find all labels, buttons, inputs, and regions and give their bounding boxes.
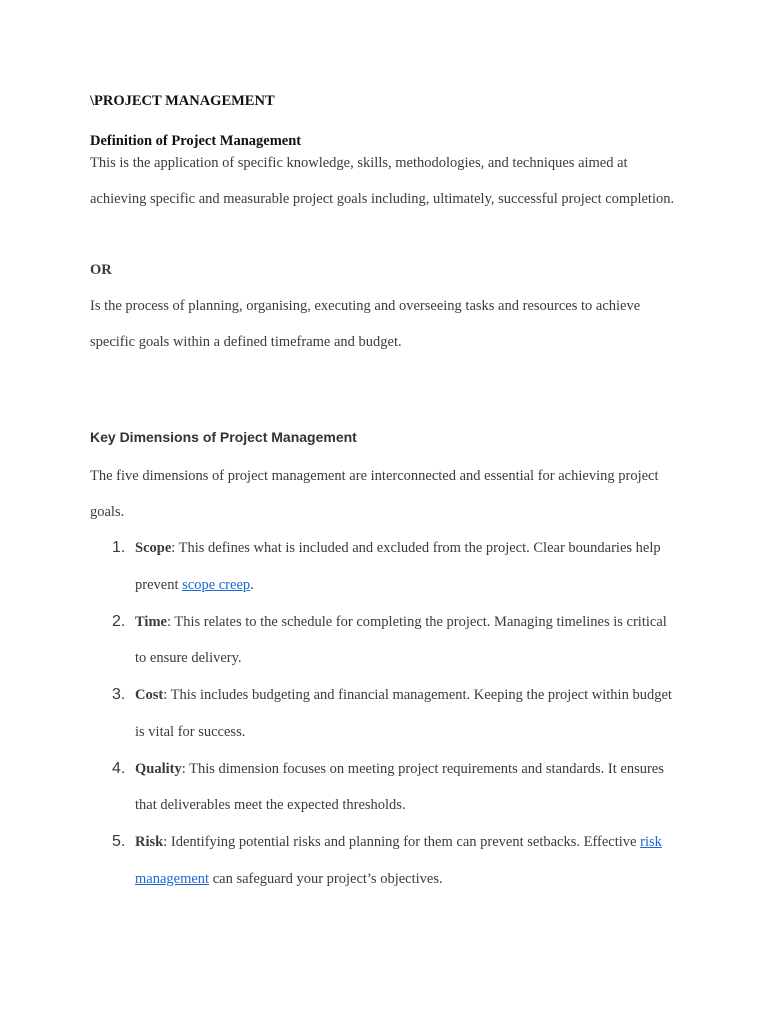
definition-heading: Definition of Project Management xyxy=(90,133,302,149)
intro-paragraph: The five dimensions of project management are interconnected and essential for achieving project goals. xyxy=(90,468,659,520)
dimension-term: Scope xyxy=(135,540,172,556)
list-number: 4. xyxy=(112,759,126,777)
list-item xyxy=(90,530,680,603)
list-number: 3. xyxy=(112,686,126,703)
key-dimensions-heading: Key Dimensions of Project Management xyxy=(90,429,357,445)
dimension-text-after: . xyxy=(250,576,254,593)
risk-management-link[interactable]: risk management xyxy=(135,834,662,887)
dimension-text-after: can safeguard your project’s objectives. xyxy=(209,870,443,887)
list-item xyxy=(90,824,680,897)
list-number: 5. xyxy=(112,833,126,850)
list-item xyxy=(90,604,680,677)
definition-paragraph: This is the application of specific knowledge, skills, methodologies, and techniques aimed at achieving specific and measurable project goals including, ultimately, successful project completion. xyxy=(90,155,675,207)
document-title: \PROJECT MANAGEMENT xyxy=(90,93,275,109)
dimension-text: : This defines what is included and excluded from the project. Clear boundaries help prevent xyxy=(135,540,661,593)
dimension-text: : Identifying potential risks and planning for them can prevent setbacks. Effective xyxy=(163,834,641,850)
dimension-term: Time xyxy=(135,613,167,630)
scope-creep-link[interactable]: scope creep xyxy=(182,576,251,593)
dimension-term: Risk xyxy=(135,834,164,850)
dimension-text: : This dimension focuses on meeting project requirements and standards. It ensures that deliverables meet the expected thresholds. xyxy=(135,760,664,813)
list-item xyxy=(90,677,680,750)
alternate-definition-paragraph: Is the process of planning, organising, executing and overseeing tasks and resources to achieve specific goals within a defined timeframe and budget. xyxy=(90,298,641,350)
list-item xyxy=(90,751,680,824)
or-label: OR xyxy=(90,262,112,278)
dimensions-list xyxy=(90,530,680,898)
dimension-term: Quality xyxy=(135,760,182,777)
dimension-text: : This includes budgeting and financial management. Keeping the project within budget is vital for success. xyxy=(135,687,672,740)
list-number: 2. xyxy=(112,612,126,630)
dimension-term: Cost xyxy=(135,687,164,703)
dimension-text: : This relates to the schedule for completing the project. Managing timelines is critical to ensure delivery. xyxy=(135,613,667,666)
list-number: 1. xyxy=(112,539,126,556)
